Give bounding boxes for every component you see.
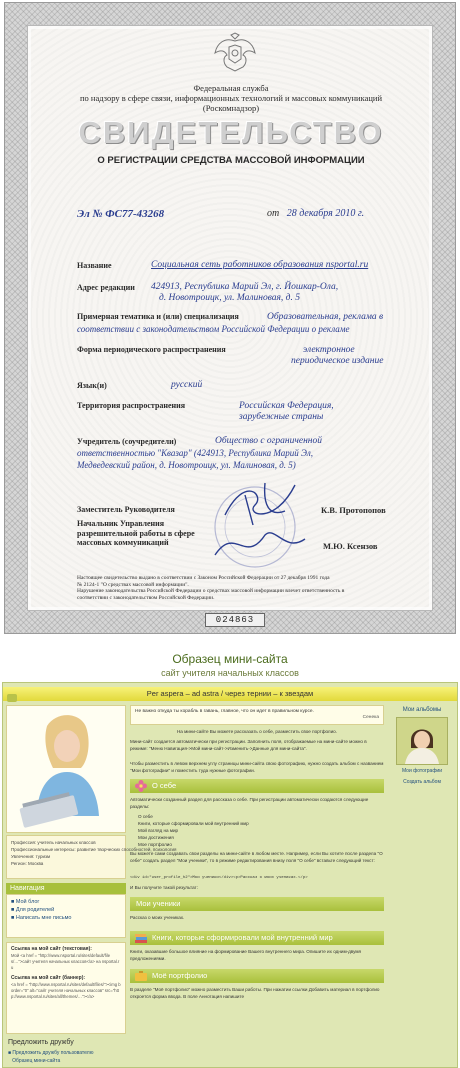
deputy-name: К.В. Протопопов xyxy=(321,505,386,515)
certificate-subtitle: О РЕГИСТРАЦИИ СРЕДСТВА МАССОВОЙ ИНФОРМАЦИИ xyxy=(97,155,365,166)
signature-stamp xyxy=(185,465,325,575)
name-value: Социальная сеть работников образования nsportal.ru xyxy=(151,260,369,270)
founder-value-3: Медведевский район, д. Новотроицк, ул. Малиновая, д. 5) xyxy=(77,460,296,470)
site-body xyxy=(2,682,458,1068)
site-subtitle: сайт учителя начальных классов xyxy=(161,668,299,678)
site-link-codes: Ссылка на мой сайт (текстовая): Мой <a href = "http://www.nsportal.ru/sites/default/files/…">сайт учителя начальных классов</a> на nsportal.ru Ссылка на мой сайт (баннер): <a href = "http://www.nsportal.ru/sites/default/files/"><img border="0" alt="сайт учителя начальных классов" src="http://www.nsportal.ru/sites/all/themes/…"></a> xyxy=(6,942,126,1034)
right-column xyxy=(388,705,456,1067)
territory-label: Территория распространения xyxy=(77,401,186,410)
welcome-quote: Не важно откуда ты корабль в гавань, главное, что он идет в правильном курсе. Сенека xyxy=(130,705,384,725)
portfolio-icon xyxy=(134,970,148,982)
registration-date: от 28 декабря 2010 г. xyxy=(267,208,365,219)
language-value: русский xyxy=(171,380,203,390)
head-label: Начальник Управления разрешительной работы в сфере массовых коммуникаций xyxy=(77,519,195,547)
sample-site-link[interactable]: Образец мини-сайта xyxy=(12,1058,61,1064)
mini-site-screenshot xyxy=(0,648,460,1068)
motto-icon xyxy=(7,694,17,702)
topic-label: Примерная тематика и (или) специализация xyxy=(77,312,239,321)
albums-title: Мои альбомы xyxy=(402,707,442,713)
section-portfolio: Моё портфолио xyxy=(130,969,384,983)
profile-info: Профессия: учитель начальных классов Профессиональные интересы: развитие творческих способностей, психология Увлечения: туризм Регион: Москва xyxy=(6,835,126,879)
profile-photo xyxy=(7,706,125,832)
nav-item-blog[interactable]: ■ Мой блог xyxy=(11,899,40,905)
books-icon xyxy=(134,932,148,944)
deputy-label: Заместитель Руководителя xyxy=(77,505,175,514)
banner-link-code[interactable]: <a href = "http://www.nsportal.ru/sites/default/files/"><img border="0" alt="сайт учителя начальных классов" src="http://www.nsportal.ru/sites/all/themes/…"></a> xyxy=(11,981,121,1000)
form-label: Форма периодического распространения xyxy=(77,345,226,354)
books-text: Книги, оказавшие большое влияние на формирование Вашего внутреннего мира. Опишите их одним-двумя предложениями. xyxy=(130,949,362,961)
flower-icon xyxy=(134,780,148,792)
center-column xyxy=(130,705,384,1067)
issuing-authority: Федеральная служба по надзору в сфере связи, информационных технологий и массовых коммуникаций (Роскомнадзор) xyxy=(79,83,382,113)
recommend-header: Предложить дружбу xyxy=(8,1039,74,1046)
motto-bar: Per aspera – ad astra / через тернии – к звездам xyxy=(3,687,457,701)
serial-number: 024863 xyxy=(205,613,265,627)
section-books: Книги, которые сформировали мой внутренний мир xyxy=(130,931,384,945)
recommend-friend-link[interactable]: ■ Предложить дружбу пользователю xyxy=(8,1050,94,1056)
intro-1: На мини-сайте Вы можете рассказать о себе, разместить свое портфолио. xyxy=(176,729,338,734)
topic-value-1: Образовательная, реклама в xyxy=(267,312,384,322)
certificate-title: СВИДЕТЕЛЬСТВО xyxy=(78,115,384,150)
profile-photo-box xyxy=(6,705,126,833)
intro-2: Мини-сайт создается автоматически при регистрации. Заполнить поля, отображаемые на мини-сайте можно в режиме: "Меню Навигация->Мой мини-сайт->Изменить->Данные для мини-сайта". xyxy=(130,739,367,751)
certificate-border xyxy=(4,2,456,634)
code-snippet: <div id="user_profile_h2">Мои ученики</div><p>Рассказ о моих учениках.</p> xyxy=(130,876,308,880)
about-bullets: О себе Книги, которые сформировали мой внутренний мир Мой взгляд на мир Мои достижения Мое портфолио xyxy=(138,814,249,847)
site-title: Образец мини-сайта xyxy=(172,652,288,666)
album-name-link[interactable]: Мои фотографии xyxy=(401,768,443,774)
navigation-menu xyxy=(6,894,126,938)
founder-value-2: ответственностью "Квазар" (424913, Республика Марий Эл, xyxy=(77,448,314,458)
album-photo xyxy=(397,718,447,764)
result-text: И Вы получите такой результат: xyxy=(130,885,198,890)
registration-number: Эл № ФС77-43268 xyxy=(77,208,165,220)
album-thumbnail[interactable] xyxy=(396,717,448,765)
name-label: Название xyxy=(77,261,112,270)
founder-value-1: Общество с ограниченной xyxy=(215,436,323,446)
section-students: Мои ученики xyxy=(130,897,384,911)
coat-of-arms-icon xyxy=(211,33,259,73)
nav-item-write-letter[interactable]: ■ Написать мне письмо xyxy=(11,915,72,921)
intro-3: Чтобы разместить в левом верхнем углу страницы мини-сайта свою фотографию, нужно создать альбом с названием "Мои фотографии" и поместить туда нужные фотографии. xyxy=(130,761,384,773)
territory-value: Российская Федерация, зарубежные страны xyxy=(239,401,334,422)
about-text-2: Вы можете сами создавать свои разделы на мини-сайте в любом месте. Например, если Вы хотите после раздела "О себе" создать раздел "Мои ученики", то в режиме редактирования внизу поля "О себе" вставьте следующий текст: xyxy=(130,851,383,863)
head-name: М.Ю. Ксензов xyxy=(323,541,378,551)
nav-item-parents[interactable]: ■ Для родителей xyxy=(11,907,55,913)
form-value: электронное периодическое издание xyxy=(291,345,384,366)
create-album-link[interactable]: Создать альбом xyxy=(403,779,441,785)
founder-label: Учредитель (соучредители) xyxy=(77,437,177,446)
text-link-code[interactable]: Мой <a href = "http://www.nsportal.ru/sites/default/files/…">сайт учителя начальных классов</a> на nsportal.ru xyxy=(11,953,120,971)
language-label: Язык(и) xyxy=(77,381,107,390)
students-text: Рассказ о моих учениках. xyxy=(130,915,185,920)
section-about: О себе xyxy=(130,779,384,793)
topic-value-2: соответствии с законодательством Российской Федерации о рекламе xyxy=(77,324,350,334)
about-text: Автоматически созданный раздел для рассказа о себе. При регистрации автоматически создаются следующие разделы: xyxy=(130,797,369,809)
address-value: 424913, Республика Марий Эл, г. Йошкар-Ола, д. Новотроицк, ул. Малиновая, д. 5 xyxy=(151,282,339,303)
legal-footnote: Настоящее свидетельство выдано в соответствии с Законом Российской Федерации от 27 декабря 1991 года № 2124-1 "О средствах массовой информации". Нарушение законодательства Российской Федерации о средствах массовой информации влечет ответственность в соответствии с законодательством Российской Федерации. xyxy=(77,575,345,601)
address-label: Адрес редакции xyxy=(77,283,135,292)
navigation-header: Навигация xyxy=(6,883,126,894)
portfolio-text: В разделе "Моё портфолио" можно разместить Ваши работы. При нажатии ссылки Добавить материал в портфолио откроется форма ввода. В поле Аннотация напишите xyxy=(130,987,380,999)
